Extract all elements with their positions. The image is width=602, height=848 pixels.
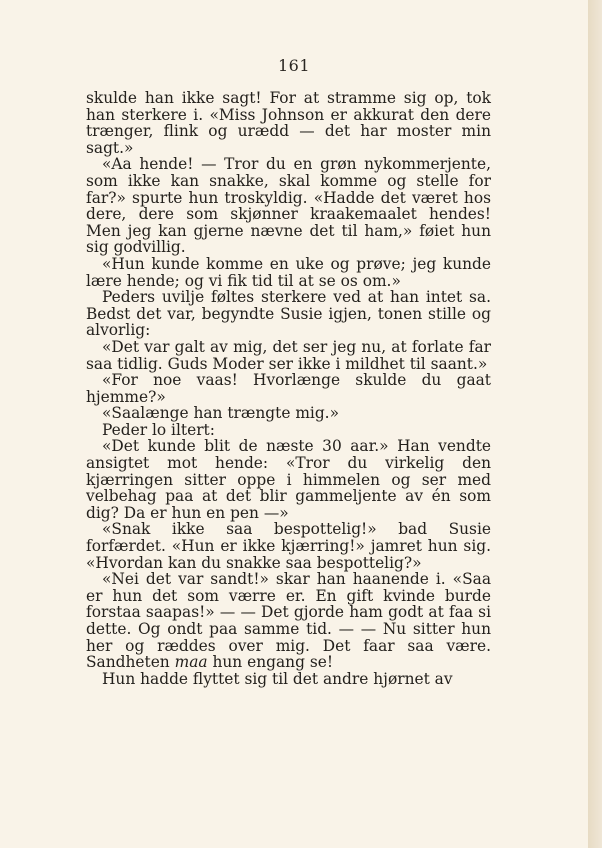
emphasized-word: maa <box>174 653 208 672</box>
paragraph-text-after: hun engang se! <box>212 653 334 672</box>
paragraph: «Hun kunde komme en uke og prøve; jeg kunde lære hende; og vi fik tid til at se os om.» <box>86 254 491 290</box>
paragraph-text: «Nei det var sandt!» skar han haanende i. «Saa er hun det som værre er. En gift kvinde burde forstaa saapas!» — — Det gjorde ham godt at faa si dette. Og ondt paa samme tid. — — Nu sitter hun her og ræddes over mig. Det faar saa være. Sandheten <box>86 570 491 672</box>
paragraph: Peders uvilje føltes sterkere ved at han intet sa. Bedst det var, begyndte Susie igjen, tonen stille og alvorlig: <box>86 288 491 340</box>
paragraph: Hun hadde flyttet sig til det andre hjørnet av <box>102 669 453 688</box>
paragraph: skulde han ikke sagt! For at stramme sig op, tok han sterkere i. «Miss Johnson er akkurat den dere trænger, flink og urædd — det har moster min sagt.» <box>86 89 491 157</box>
page-edge <box>588 0 602 848</box>
paragraph: «Saalænge han trængte mig.» <box>102 404 339 423</box>
paragraph: «Det kunde blit de næste 30 aar.» Han vendte ansigtet mot hende: «Tror du virkelig den kjærringen sitter oppe i himmelen og ser med velbehag paa at det blir gammeljente av én som dig? Da er hun en pen —» <box>86 437 491 522</box>
page-number: 161 <box>277 56 311 75</box>
paragraph: Peder lo iltert: <box>102 420 215 439</box>
paragraph: «Aa hende! — Tror du en grøn nykommerjente, som ikke kan snakke, skal komme og stelle for far?» spurte hun troskyldig. «Hadde det været hos dere, dere som skjønner kraakemaalet hendes! Men jeg kan gjerne nævne det til ham,» føiet hun sig godvillig. <box>86 155 491 257</box>
paragraph: «Det var galt av mig, det ser jeg nu, at forlate far saa tidlig. Guds Moder ser ikke i mildhet til saant.» <box>86 337 491 373</box>
paragraph: «For noe vaas! Hvorlænge skulde du gaat hjemme?» <box>86 371 491 406</box>
paragraph: «Snak ikke saa bespottelig!» bad Susie forfærdet. «Hun er ikke kjærring!» jamret hun sig. «Hvordan kan du snakke saa bespottelig?» <box>86 520 491 572</box>
body-text <box>86 90 491 687</box>
paragraph <box>86 571 491 671</box>
